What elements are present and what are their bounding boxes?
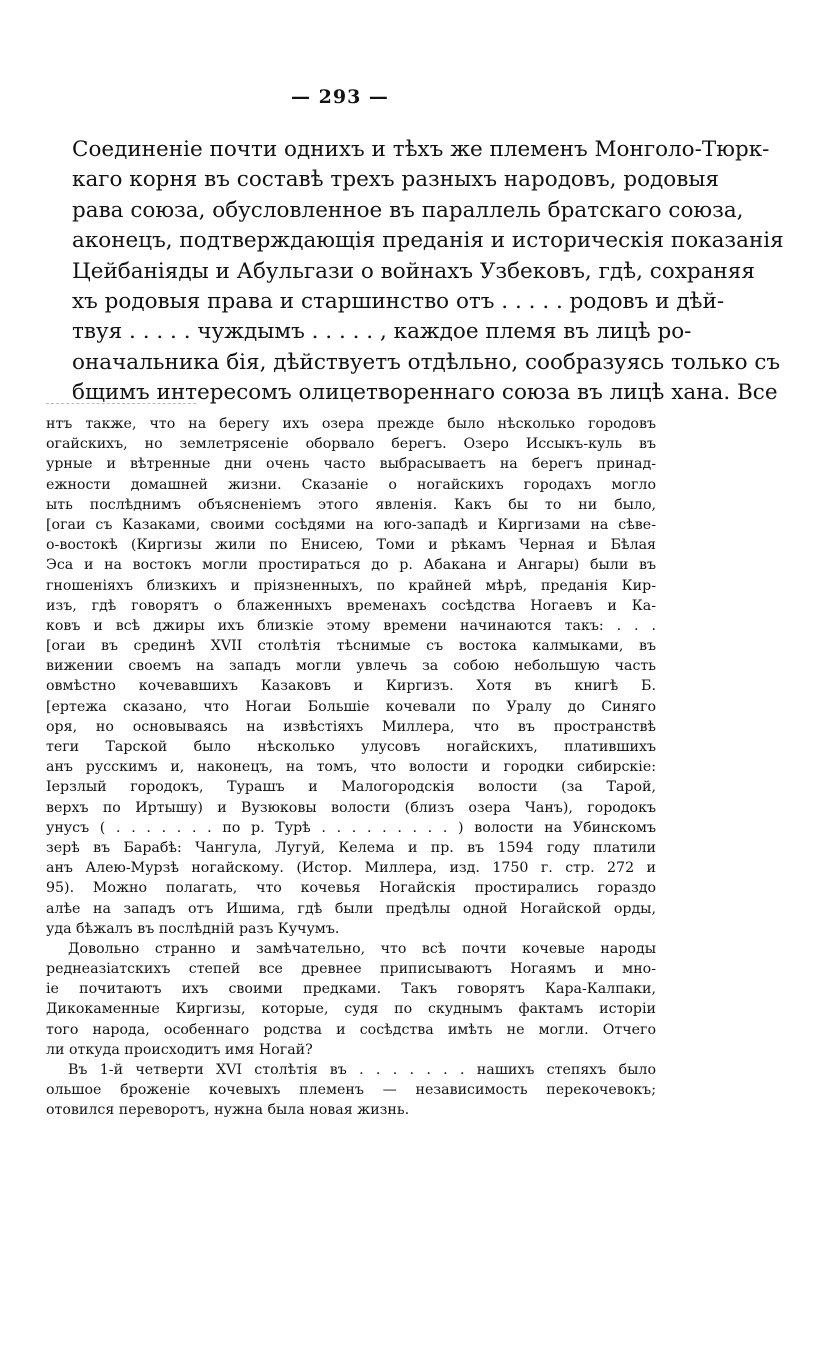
main-line: бщимъ интересомъ олицетвореннаго союза въ лицѣ хана. Все — [72, 380, 778, 406]
footnote-line: о-востокѣ (Киргизы жили по Енисею, Томи и рѣкамъ Черная и Бѣлая — [46, 537, 656, 554]
footnote-line: ежности домашней жизни. Сказаніе о ногайскихъ городахъ могло — [46, 476, 656, 493]
footnote-line: уда бѣжалъ въ послѣдній разъ Кучумъ. — [46, 920, 340, 937]
footnote-line: ольшое броженіе кочевыхъ племенъ — независимость перекочевокъ; — [46, 1082, 656, 1099]
main-line: аконецъ, подтверждающія преданія и историческія показанія — [72, 228, 784, 254]
footnote-line: оря, но основываясь на извѣстіяхъ Миллера, что въ пространствѣ — [46, 718, 656, 735]
main-line: Соединеніе почти однихъ и тѣхъ же племенъ Монголо-Тюрк- — [72, 137, 770, 162]
page-number: — 293 — — [291, 86, 389, 108]
footnote-line: ли откуда происходитъ имя Ногай? — [46, 1041, 313, 1058]
footnote-line: [ертежа сказано, что Ногаи Большіе кочевали по Уралу до Синяго — [46, 698, 656, 715]
footnote-line: Въ 1-й четверти XVI столѣтія въ . . . . . . . нашихъ степяхъ было — [68, 1062, 656, 1078]
footnote-block — [46, 414, 656, 1121]
footnote-line: нтъ также, что на берегу ихъ озера прежде было нѣсколько городовъ — [46, 416, 656, 432]
footnote-line: 95). Можно полагать, что кочевья Ногайскія простирались гораздо — [46, 880, 656, 897]
footnote-line: [огаи въ срединѣ XVII столѣтія тѣснимые съ востока калмыками, въ — [46, 638, 656, 655]
footnote-line: гношеніяхъ близкихъ и пріязненныхъ, по крайней мѣрѣ, преданія Кир- — [46, 577, 656, 594]
footnote-line: [огаи съ Казаками, своими сосѣдями на юго-западѣ и Киргизами на сѣве- — [46, 516, 656, 533]
footnote-line: урные и вѣтренные дни очень часто выбрасываетъ на берегъ принад- — [46, 456, 656, 473]
footnote-line: алѣе на западъ отъ Ишима, гдѣ были предѣлы одной Ногайской орды, — [46, 900, 656, 917]
footnote-line: верхъ по Иртышу) и Вузюковы волости (близъ озера Чанъ), городокъ — [46, 799, 656, 816]
footnote-line: того народа, особеннаго родства и сосѣдства имѣть не могли. Отчего — [46, 1021, 656, 1038]
main-line: хъ родовыя права и старшинство отъ . . . . . родовъ и дѣй- — [72, 288, 725, 314]
footnote-line: ковъ и всѣ джиры ихъ близкіе этому времени начинаются такъ: . . . — [46, 617, 656, 634]
footnote-line: Іерзлый городокъ, Турашъ и Малогородскія волости (за Тарой, — [46, 779, 656, 796]
footnote-line: унусъ ( . . . . . . . по р. Турѣ . . . . . . . . . ) волости на Убинскомъ — [46, 819, 656, 836]
main-line: Цейбаніяды и Абульгази о войнахъ Узбековъ, гдѣ, сохраняя — [72, 258, 755, 284]
footnote-line: іе почитаютъ ихъ своими предками. Такъ говорятъ Кара-Калпаки, — [46, 981, 656, 998]
main-line: рава союза, обусловленное въ параллель братскаго союза, — [72, 197, 744, 223]
footnote-line: теги Тарской было нѣсколько улусовъ ногайскихъ, платившихъ — [46, 739, 656, 755]
footnote-line: отовился переворотъ, нужна была новая жизнь. — [46, 1102, 410, 1119]
footnote-line: реднеазіатскихъ степей все древнее приписываютъ Ногаямъ и мно- — [46, 961, 656, 978]
footnote-line: анъ русскимъ и, наконецъ, на томъ, что волости и городки сибирскіе: — [46, 759, 656, 776]
footnote-line: изъ, гдѣ говорятъ о блаженныхъ временахъ сосѣдства Ногаевъ и Ка- — [46, 597, 656, 614]
footnote-line: Эса и на востокъ могли простираться до р. Абакана и Ангары) были въ — [46, 557, 656, 574]
footnote-line: огайскихъ, но землетрясеніе оборвало берегъ. Озеро Иссыкъ-куль въ — [46, 436, 656, 453]
footnote-line: Дикокаменные Киргизы, которые, судя по скуднымъ фактамъ исторіи — [46, 1001, 656, 1018]
footnote-line: анъ Алею-Мурзѣ ногайскому. (Истор. Миллера, изд. 1750 г. стр. 272 и — [46, 860, 656, 877]
main-line: твуя . . . . . чуждымъ . . . . . , каждое племя въ лицѣ ро- — [72, 319, 692, 345]
footnote-separator — [46, 403, 196, 406]
footnote-line: вижении своемъ на западъ могли увлечь за собою небольшую часть — [46, 658, 656, 675]
main-line: каго корня въ составѣ трехъ разныхъ народовъ, родовыя — [72, 167, 719, 193]
footnote-line: ыть послѣднимъ объясненіемъ этого явленія. Какъ бы то ни было, — [46, 496, 656, 513]
footnote-line: Довольно странно и замѣчательно, что всѣ почти кочевые народы — [68, 940, 656, 957]
footnote-line: овмѣстно кочевавшихъ Казаковъ и Киргизъ. Хотя въ книгѣ Б. — [46, 678, 656, 695]
main-text-block — [72, 135, 784, 409]
footnote-line: зерѣ въ Барабѣ: Чангула, Лугуй, Келема и пр. въ 1594 году платили — [46, 839, 656, 856]
main-line: оначальника бія, дѣйствуетъ отдѣльно, сообразуясь только съ — [72, 349, 781, 375]
